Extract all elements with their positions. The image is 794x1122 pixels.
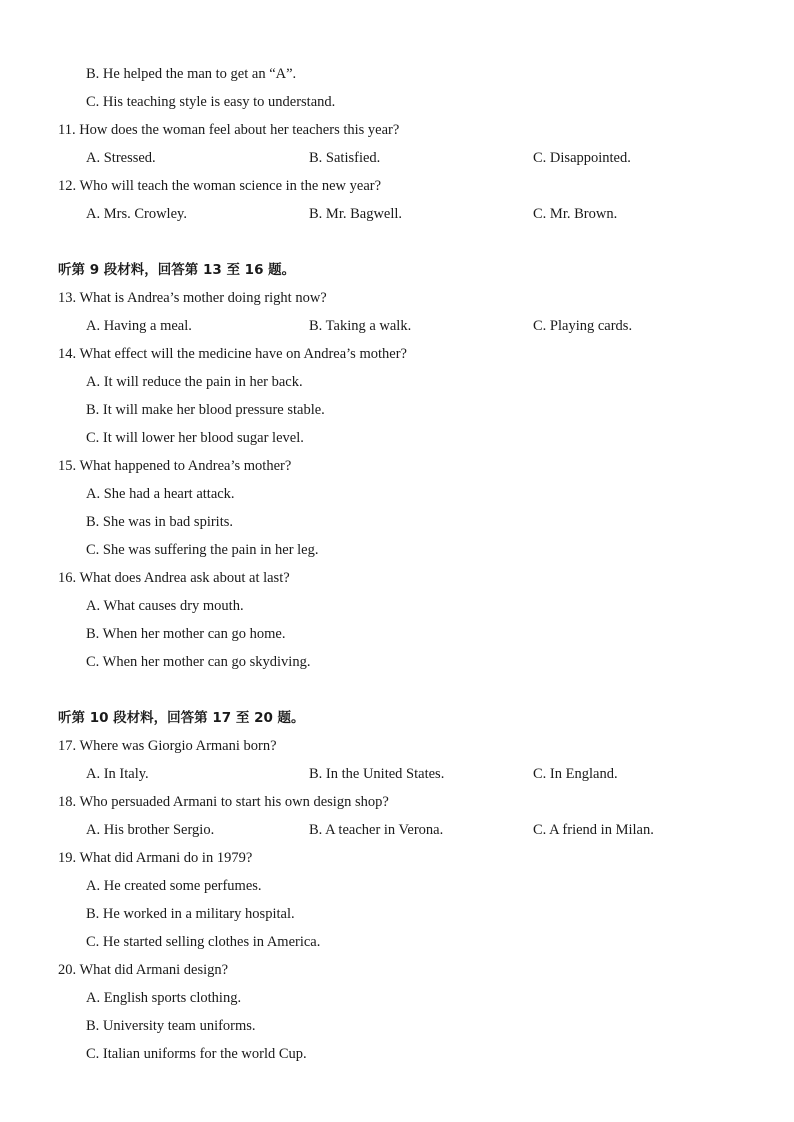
q13-option-c: C. Playing cards. — [533, 318, 633, 334]
q10-option-c: C. His teaching style is easy to understand. — [86, 94, 336, 110]
q20-option-c: C. Italian uniforms for the world Cup. — [86, 1046, 307, 1062]
q18-option-b: B. A teacher in Verona. — [309, 822, 444, 838]
q17-option-a: A. In Italy. — [86, 766, 149, 782]
q17-option-b: B. In the United States. — [309, 766, 445, 782]
q14-option-c: C. It will lower her blood sugar level. — [86, 430, 304, 446]
section-10-heading: 听第 10 段材料，回答第 17 至 20 题。 — [58, 710, 305, 726]
q19-question: 19. What did Armani do in 1979? — [58, 850, 253, 866]
q13-option-a: A. Having a meal. — [86, 318, 192, 334]
q16-option-b: B. When her mother can go home. — [86, 626, 286, 642]
section-9-heading: 听第 9 段材料，回答第 13 至 16 题。 — [58, 262, 296, 278]
q12-option-a: A. Mrs. Crowley. — [86, 206, 187, 222]
q15-option-b: B. She was in bad spirits. — [86, 514, 234, 530]
q19-option-c: C. He started selling clothes in America. — [86, 934, 321, 950]
q16-option-a: A. What causes dry mouth. — [86, 598, 244, 614]
q15-option-c: C. She was suffering the pain in her leg. — [86, 542, 319, 558]
q20-option-a: A. English sports clothing. — [86, 990, 242, 1006]
q18-option-c: C. A friend in Milan. — [533, 822, 654, 838]
q16-question: 16. What does Andrea ask about at last? — [58, 570, 290, 586]
q11-option-c: C. Disappointed. — [533, 150, 631, 166]
q12-option-c: C. Mr. Brown. — [533, 206, 618, 222]
q15-question: 15. What happened to Andrea’s mother? — [58, 458, 292, 474]
q10-option-b: B. He helped the man to get an “A”. — [86, 66, 297, 82]
q13-option-b: B. Taking a walk. — [309, 318, 412, 334]
q14-option-b: B. It will make her blood pressure stable. — [86, 402, 325, 418]
q15-option-a: A. She had a heart attack. — [86, 486, 235, 502]
q19-option-a: A. He created some perfumes. — [86, 878, 262, 894]
q18-question: 18. Who persuaded Armani to start his own design shop? — [58, 794, 389, 810]
q12-option-b: B. Mr. Bagwell. — [309, 206, 403, 222]
q13-question: 13. What is Andrea’s mother doing right now? — [58, 290, 327, 306]
q12-question: 12. Who will teach the woman science in the new year? — [58, 178, 382, 194]
q20-option-b: B. University team uniforms. — [86, 1018, 256, 1034]
q16-option-c: C. When her mother can go skydiving. — [86, 654, 311, 670]
q14-option-a: A. It will reduce the pain in her back. — [86, 374, 303, 390]
q20-question: 20. What did Armani design? — [58, 962, 229, 978]
q14-question: 14. What effect will the medicine have on Andrea’s mother? — [58, 346, 407, 362]
q11-option-b: B. Satisfied. — [309, 150, 381, 166]
q17-question: 17. Where was Giorgio Armani born? — [58, 738, 277, 754]
q17-option-c: C. In England. — [533, 766, 618, 782]
q18-option-a: A. His brother Sergio. — [86, 822, 215, 838]
q19-option-b: B. He worked in a military hospital. — [86, 906, 295, 922]
q11-option-a: A. Stressed. — [86, 150, 156, 166]
q11-question: 11. How does the woman feel about her teachers this year? — [58, 122, 400, 138]
